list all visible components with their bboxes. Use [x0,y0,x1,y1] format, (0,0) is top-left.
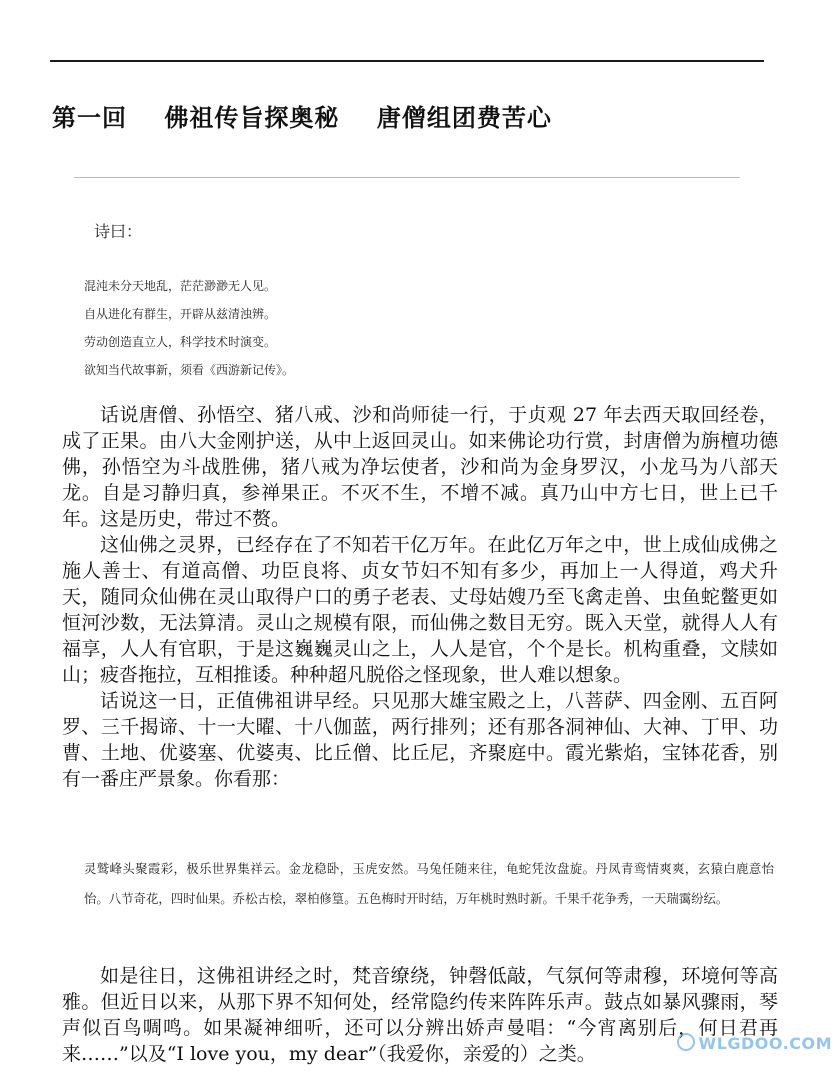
paragraph-1: 话说唐僧、孙悟空、猪八戒、沙和尚师徒一行，于贞观 27 年去西天取回经卷，成了正果。由八大金刚护送，从中上返回灵山。如来佛论功行赏，封唐僧为旃檀功德佛，孙悟空为斗战胜佛，猪八戒为净坛使者，沙和尚为金身罗汉，小龙马为八部天龙。自是习静归真，参禅果正。不灭不生，不增不减。真乃山中方七日，世上已千年。这是历史，带过不赘。 [62,404,778,530]
top-rule [50,60,764,62]
poem [84,272,784,384]
chapter-title [52,98,552,133]
scenery-verse: 灵鹫峰头聚霞彩，极乐世界集祥云。金龙稳卧，玉虎安然。马兔任随来往，龟蛇凭汝盘旋。丹凤青鸾情爽爽，玄猿白鹿意怡怡。八节奇花，四时仙果。乔松古桧，翠柏修篁。五色梅时开时结，万年桃时熟时新。千果千花争秀，一天瑞霭纷纭。 [84,861,774,906]
chapter-title-part-2: 唐僧组团费苦心 [376,104,552,132]
chapter-title-part-1: 佛祖传旨探奥秘 [164,104,340,132]
watermark-logo-icon [677,1033,695,1051]
poem-line: 欲知当代故事新，须看《西游新记传》。 [84,363,295,377]
body-text-continued [62,963,778,1067]
body-text [62,402,778,792]
poem-line: 劳动创造直立人，科学技术时演变。 [84,335,277,349]
paragraph-2: 这仙佛之灵界，已经存在了不知若干亿万年。在此亿万年之中，世上成仙成佛之施人善士、有道高僧、功臣良将、贞女节妇不知有多少，再加上一人得道，鸡犬升天，随同众仙佛在灵山取得户口的勇子老表、丈母姑嫂乃至飞禽走兽、虫鱼蛇鳖更如恒河沙数，无法算清。灵山之规模有限，而仙佛之数目无穷。既入天堂，就得人人有福享，人人有官职，于是这巍巍灵山之上，人人是官，个个是长。机构重叠，文牍如山；疲沓拖拉，互相推诿。种种超凡脱俗之怪现象，世人难以想象。 [62,534,778,686]
poem-line: 混沌未分天地乱，茫茫渺渺无人见。 [84,279,277,293]
paragraph-3: 话说这一日，正值佛祖讲早经。只见那大雄宝殿之上，八菩萨、四金刚、五百阿罗、三千揭谛、十一大曜、十八伽蓝，两行排列；还有那各洞神仙、大神、丁甲、功曹、土地、优婆塞、优婆夷、比丘僧、比丘尼，齐聚庭中。霞光紫焰，宝钵花香，别有一番庄严景象。你看那： [62,690,778,790]
accent-rule [74,177,740,178]
watermark-text: WLGDOO.COM [698,1034,832,1053]
chapter-number: 第一回 [52,104,127,132]
poem-line: 自从进化有群生，开辟从兹清浊辨。 [84,307,277,321]
closing-paragraph: 如是往日，这佛祖讲经之时，梵音缭绕，钟磬低敲，气氛何等肃穆，环境何等高雅。但近日以来，从那下界不知何处，经常隐约传来阵阵乐声。鼓点如暴风骤雨，琴声似百鸟啁鸣。如果凝神细听，还可以分辨出娇声曼唱：“今宵离别后，何日君再来……”以及“I love you，my dear”（我爱你，亲爱的）之类。 [62,965,778,1065]
watermark [677,1033,832,1053]
poem-intro: 诗曰： [94,222,143,241]
